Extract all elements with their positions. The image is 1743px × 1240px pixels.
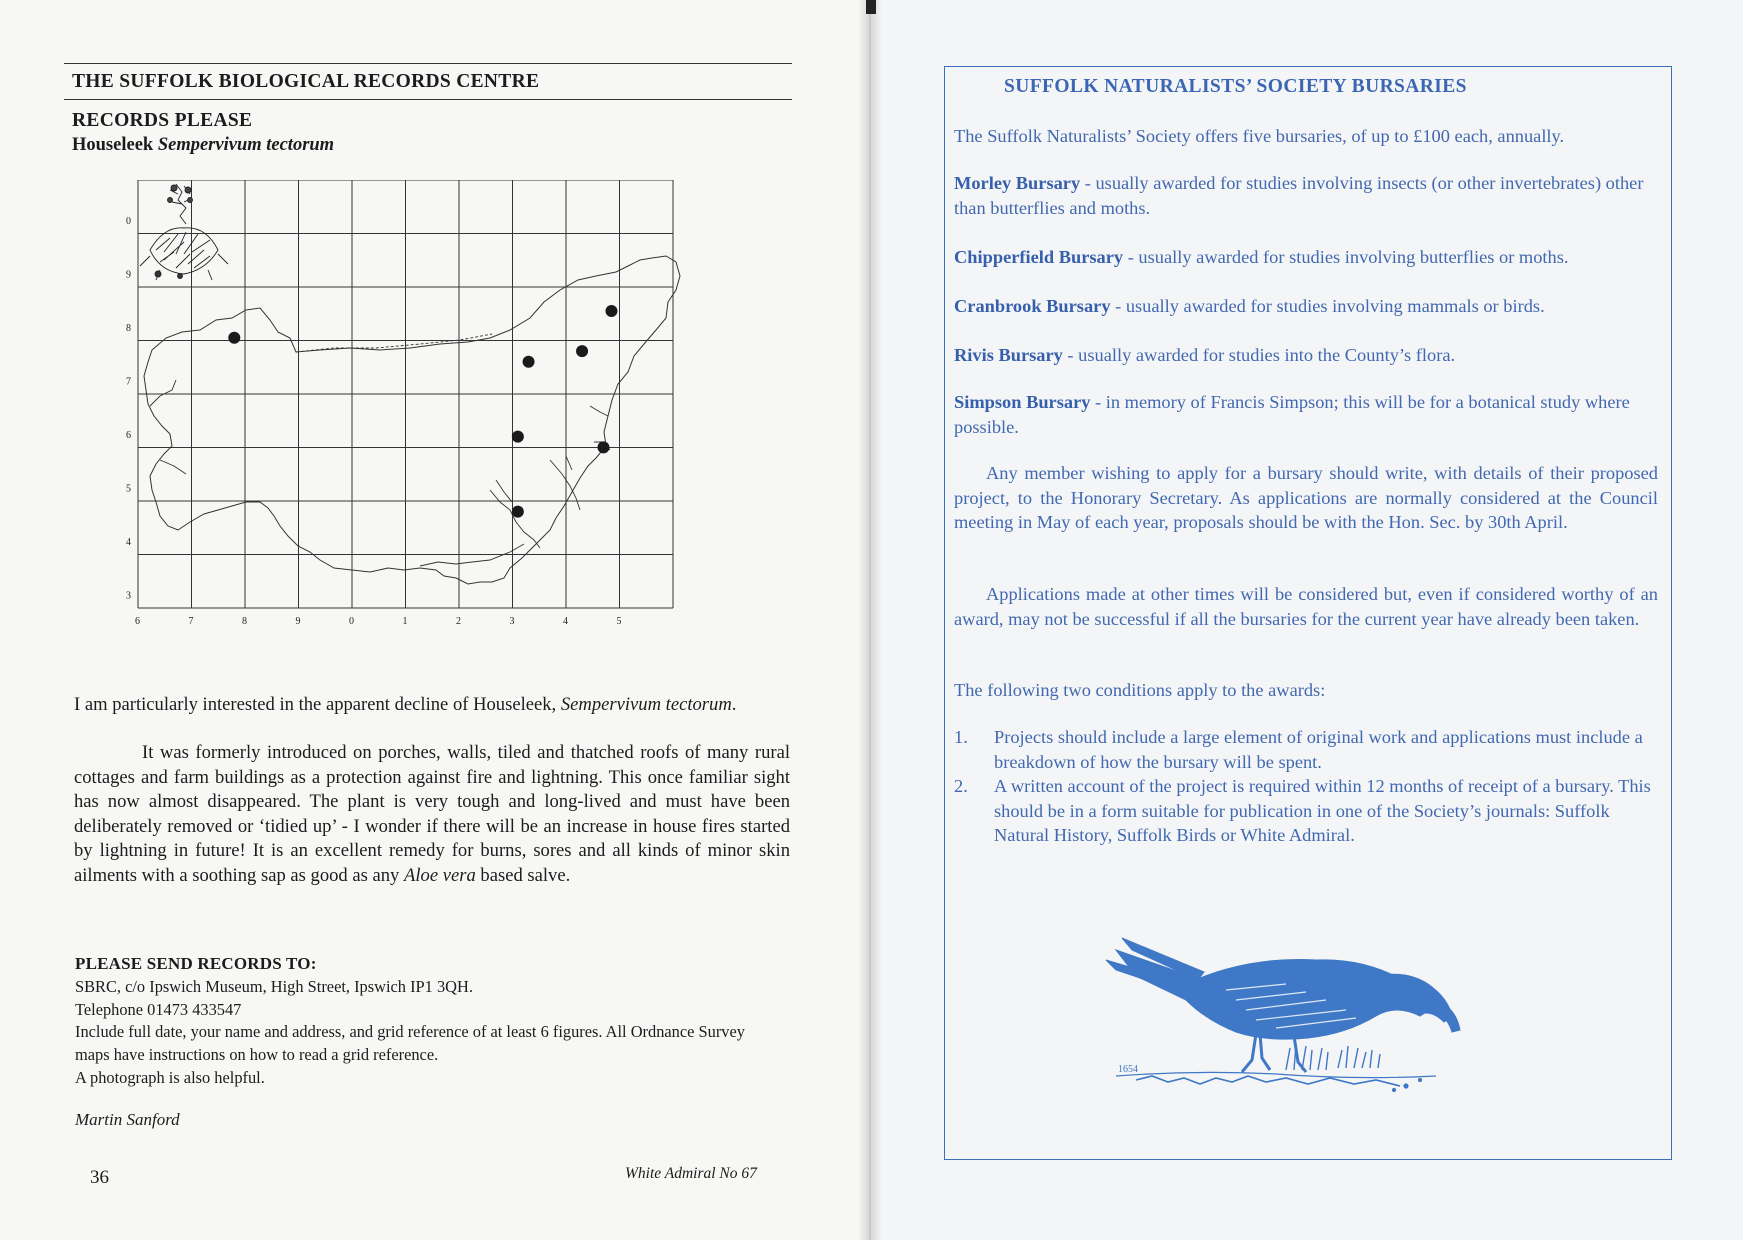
species-common-name: Houseleek xyxy=(72,135,154,155)
simpson-bursary: Simpson Bursary - in memory of Francis Simpson; this will be for a botanical study where possible. xyxy=(954,392,1630,437)
condition-number: 2. xyxy=(954,776,968,796)
page-gutter xyxy=(858,0,882,1240)
morley-bursary: Morley Bursary - usually awarded for studies involving insects (or other invertebrates) other than butterflies and moths. xyxy=(954,173,1644,218)
condition-text: Projects should include a large element of original work and applications must include a breakdown of how the bursary will be spent. xyxy=(994,727,1643,772)
x-tick-label: 2 xyxy=(456,616,461,627)
application-paragraph: Any member wishing to apply for a bursary should write, with details of their proposed project, to the Honorary Secretary. As applications are normally considered at the Council meeting in May of each year, proposals should be with the Hon. Sec. by 30th April. xyxy=(954,463,1658,533)
x-tick-label: 3 xyxy=(509,616,515,627)
species-latin-name: Sempervivum tectorum xyxy=(157,135,335,155)
record-point xyxy=(605,305,617,317)
conditions-intro: The following two conditions apply to the awards: xyxy=(954,680,1326,700)
houseleek-illustration xyxy=(140,184,228,280)
record-point xyxy=(597,441,609,453)
y-tick-label: 9 xyxy=(126,269,131,281)
bursary-name: Chipperfield Bursary xyxy=(954,247,1124,267)
right-page xyxy=(868,0,1743,1240)
x-tick-label: 9 xyxy=(295,616,301,627)
x-tick-label: 1 xyxy=(402,616,408,627)
send-records-title: PLEASE SEND RECORDS TO: xyxy=(75,954,317,973)
send-instructions: Include full date, your name and address, and grid reference of at least 6 figures. All Ordnance Survey maps have instructions on how to read a grid reference. xyxy=(75,1022,745,1064)
latin-name-inline: Sempervivum tectorum xyxy=(560,694,732,715)
left-page xyxy=(0,0,868,1240)
y-tick-label: 6 xyxy=(126,430,131,441)
publication-footer: White Admiral No 67 xyxy=(625,1165,757,1182)
map-x-ticks xyxy=(135,616,622,627)
species-title xyxy=(72,135,334,156)
bursary-name: Simpson Bursary xyxy=(954,392,1091,412)
x-tick-label: 6 xyxy=(135,616,140,627)
y-tick-label: 3 xyxy=(126,590,131,602)
author-signature: Martin Sanford xyxy=(75,1110,180,1129)
record-point xyxy=(523,356,535,368)
map-y-ticks xyxy=(126,216,131,602)
aloe-vera-name: Aloe vera xyxy=(404,864,476,886)
record-point xyxy=(228,332,240,344)
rivis-bursary: Rivis Bursary - usually awarded for studies into the County’s flora. xyxy=(954,345,1456,365)
cranbrook-bursary: Cranbrook Bursary - usually awarded for studies involving mammals or birds. xyxy=(954,296,1545,316)
record-point xyxy=(576,345,588,357)
illustration-date: 1654 xyxy=(1118,1064,1138,1075)
intro-paragraph: I am particularly interested in the apparent decline of Houseleek, Sempervivum tectorum. xyxy=(74,694,737,715)
header-top-rule xyxy=(64,63,792,64)
x-tick-label: 8 xyxy=(242,616,247,627)
record-point xyxy=(512,431,524,443)
y-tick-label: 5 xyxy=(126,483,131,495)
condition-number: 1. xyxy=(954,727,968,747)
y-tick-label: 8 xyxy=(126,323,131,334)
send-address: SBRC, c/o Ipswich Museum, High Street, Ipswich IP1 3QH. xyxy=(75,977,473,996)
distribution-map xyxy=(120,180,700,670)
send-photo-note: A photograph is also helpful. xyxy=(75,1068,265,1087)
bursaries-intro: The Suffolk Naturalists’ Society offers five bursaries, of up to £100 each, annually. xyxy=(954,126,1565,146)
y-tick-label: 0 xyxy=(126,216,131,227)
crow-legs xyxy=(1242,1034,1306,1072)
ground-line xyxy=(1116,1072,1436,1091)
bursaries-title: SUFFOLK NATURALISTS’ SOCIETY BURSARIES xyxy=(1004,76,1467,97)
history-paragraph: It was formerly introduced on porches, walls, tiled and thatched roofs of many rural cottages and farm buildings as a protection against fire and lightning. This once familiar sight has now almost disappeared. The plant is very tough and long-lived and must have been deliberately removed or ‘tidied up’ - I wonder if there will be an increase in house fires started by lightning in future! It is an excellent remedy for burns, sores and all kinds of minor skin ailments with a soothing sap as good as any Aloe vera based salve. xyxy=(74,742,790,886)
x-tick-label: 4 xyxy=(563,616,568,627)
send-phone: Telephone 01473 433547 xyxy=(75,1000,242,1019)
chipperfield-bursary: Chipperfield Bursary - usually awarded for studies involving butterflies or moths. xyxy=(954,247,1569,267)
x-tick-label: 0 xyxy=(349,616,354,627)
bursary-name: Morley Bursary xyxy=(954,173,1081,193)
record-point xyxy=(512,506,524,518)
map-grid xyxy=(138,180,673,608)
scan-shadow xyxy=(866,0,876,14)
x-tick-label: 5 xyxy=(616,616,622,627)
crow-illustration xyxy=(1076,930,1484,1095)
bursary-name: Rivis Bursary xyxy=(954,345,1063,365)
section-title: RECORDS PLEASE xyxy=(72,110,253,131)
county-outline xyxy=(144,256,680,584)
y-tick-label: 7 xyxy=(126,376,131,388)
y-tick-label: 4 xyxy=(126,537,131,548)
river-deben xyxy=(550,456,580,510)
condition-text: A written account of the project is required within 12 months of receipt of a bursary. This should be in a form suitable for publication in one of the Society’s journals: Suffolk Natural History, Suffolk Birds or White Admiral. xyxy=(994,776,1651,846)
late-application-paragraph: Applications made at other times will be considered but, even if considered worthy of an award, may not be successful if all the bursaries for the current year have already been taken. xyxy=(954,584,1658,629)
page-number: 36 xyxy=(90,1167,109,1188)
header-title: THE SUFFOLK BIOLOGICAL RECORDS CENTRE xyxy=(72,71,540,92)
bursary-name: Cranbrook Bursary xyxy=(954,296,1111,316)
x-tick-label: 7 xyxy=(188,616,194,627)
header-bottom-rule xyxy=(64,99,792,100)
